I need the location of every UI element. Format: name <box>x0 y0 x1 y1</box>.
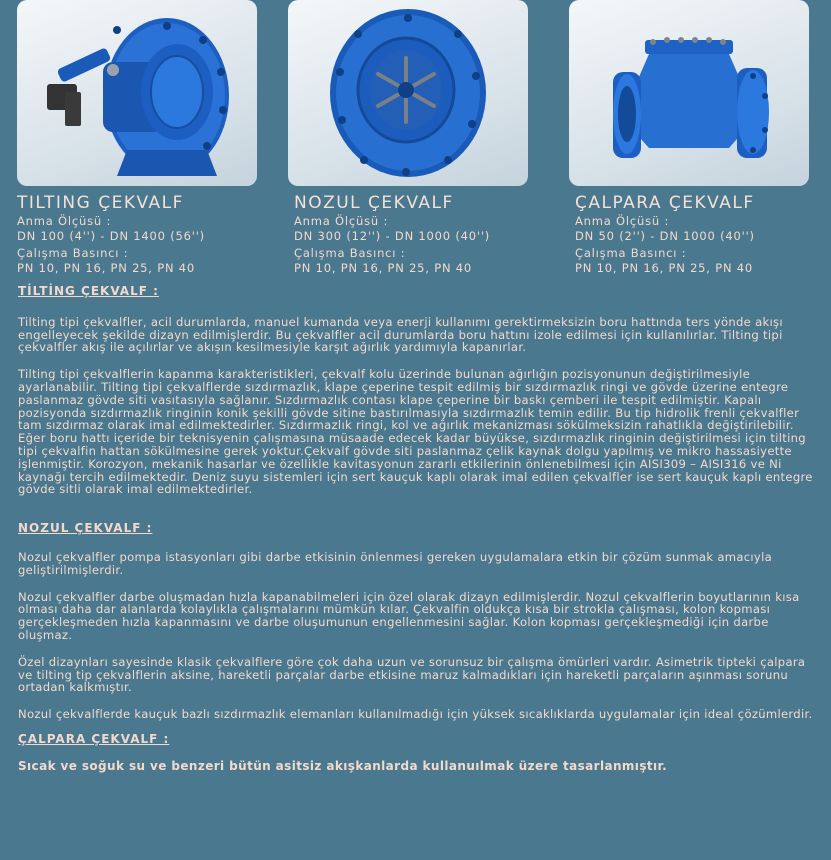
calpara-heading: ÇALPARA ÇEKVALF : <box>18 731 170 746</box>
size-label: Anma Ölçüsü : <box>17 214 112 228</box>
tilting-valve-image[interactable] <box>17 0 257 186</box>
pressure-value: PN 10, PN 16, PN 25, PN 40 <box>17 261 196 275</box>
pressure-label: Çalışma Basıncı : <box>294 246 406 260</box>
nozul-heading: NOZUL ÇEKVALF : <box>18 521 153 536</box>
pressure-value: PN 10, PN 16, PN 25, PN 40 <box>294 261 473 275</box>
product-strip <box>0 0 831 280</box>
size-value: DN 100 (4'') - DN 1400 (56'') <box>17 229 205 243</box>
product-nozul <box>288 0 538 275</box>
product-calpara <box>569 0 819 275</box>
pressure-value: PN 10, PN 16, PN 25, PN 40 <box>575 261 754 275</box>
size-label: Anma Ölçüsü : <box>294 214 389 228</box>
nozul-paragraph-4: Nozul çekvalflerde kauçuk bazlı sızdırmazlık elemanları kullanılmadığı için yüksek sıcaklıklarda uygulamalar için ideal çözümlerdir. <box>18 707 813 722</box>
calpara-valve-image[interactable] <box>569 0 809 186</box>
nozul-paragraph-1: Nozul çekvalfler pompa istasyonları gibi darbe etkisinin önlenmesi gereken uygulamalara etkin bir çözüm sunmak amacıyla geliştirilmişlerdir. <box>18 549 773 577</box>
product-title: ÇALPARA ÇEKVALF <box>575 193 755 213</box>
size-label: Anma Ölçüsü : <box>575 214 670 228</box>
tilting-paragraph-2: Tilting tipi çekvalflerin kapanma karakteristikleri, çekvalf kolu üzerinde bulunan ağırlığın pozisyonunun değiştirilmesiyle ayarlanabilir. Tilting tipi çekvalflerde sızdırmazlık, klape çeperine tespit edilmiş bir sızdırmazlık ringi ve gövde üzerine entegre paslanmaz gövde siti vasıtasıyla sağlanır. Sızdırmazlık contası klape çeperine bir baskı çemberi ile tespit edilmiştir. Kapalı pozisyonda sızdırmazlık ringinin konik şekilli gövde sitine bastırılmasıyla sızdırmazlık temin edilir. Bu tip hidrolik frenli çekvalfler tam sızdırmaz olarak imal edilmektedirler. Sızdırmazlık ringi, kol ve ağırlık mekanizması sökülmeksizin rahatlıkla değiştirilebilir. Eğer boru hattı içeride bir teknisyenin çalışmasına müsaade edecek kadar büyükse, sızdırmazlık ringinin değiştirilmesi için tilting tipi çekvalfin hattan sökülmesine gerek yoktur.Çekvalf gövde siti paslanmaz çelik kaynak dolgu yapılmış ve mikro hassasiyette işlenmiştir. Korozyon, mekanik hasarlar ve özellikle kavitasyonun zararlı etkilerinin önlenebilmesi için AISI309 – AISI316 ve Ni kaynağı tercih edilmektedir. Deniz suyu sistemleri için sert kauçuk kaplı olarak imal edilen çekvalfler ise sert kauçuk kaplı entegre gövde sitli olarak imal edilmektedirler. <box>18 367 813 497</box>
tilting-heading: TİLTİNG ÇEKVALF : <box>18 284 159 298</box>
pressure-label: Çalışma Basıncı : <box>17 246 129 260</box>
pressure-label: Çalışma Basıncı : <box>575 246 687 260</box>
article-body <box>18 285 818 773</box>
nozul-paragraph-2: Nozul çekvalfler darbe oluşmadan hızla kapanabilmeleri için özel olarak dizayn edilmişlerdir. Nozul çekvalflerin boyutlarının kısa olması daha dar alanlarda kolaylıkla çalışmalarını mümkün kılar. Çekvalfin oldukça kısa bir strokla çalışması, kolon kopması gerçekleşmeden hızla kapanmasını ve darbe oluşumunun engellenmesini sağlar. Kolon kopması gerçekleşmediği için darbe oluşmaz. <box>18 589 800 642</box>
size-value: DN 300 (12'') - DN 1000 (40'') <box>294 229 491 243</box>
nozul-valve-image[interactable] <box>288 0 528 186</box>
product-title: NOZUL ÇEKVALF <box>294 193 454 213</box>
nozul-paragraph-3: Özel dizaynları sayesinde klasik çekvalflere göre çok daha uzun ve sorunsuz bir çalışma ömürleri vardır. Asimetrik tipteki çalpara ve tilting tip çekvalflerin aksine, hareketli parçalar darbe etkisine maruz kalmadıkları için hareketli parçaların aşınması sorunu ortadan kalkmıştır. <box>18 654 806 695</box>
product-title: TILTING ÇEKVALF <box>17 193 184 213</box>
calpara-paragraph-1: Sıcak ve soğuk su ve benzeri bütün asitsiz akışkanlarda kullanuılmak üzere tasarlanmıştır. <box>18 758 668 773</box>
size-value: DN 50 (2'') - DN 1000 (40'') <box>575 229 755 243</box>
product-tilting <box>17 0 267 275</box>
tilting-paragraph-1: Tilting tipi çekvalfler, acil durumlarda, manuel kumanda veya enerji kullanımı gerektirmeksizin boru hattında ters yönde akışı engelleyecek şekilde dizayn edilmişlerdir. Bu çekvalfler acil durumlarda boru hattını izole edilmesi için kullanılırlar. Tilting tipi çekvalfler akış ile açılırlar ve akışın kesilmesiyle karşıt ağırlık yardımıyla kapanırlar. <box>18 314 783 355</box>
